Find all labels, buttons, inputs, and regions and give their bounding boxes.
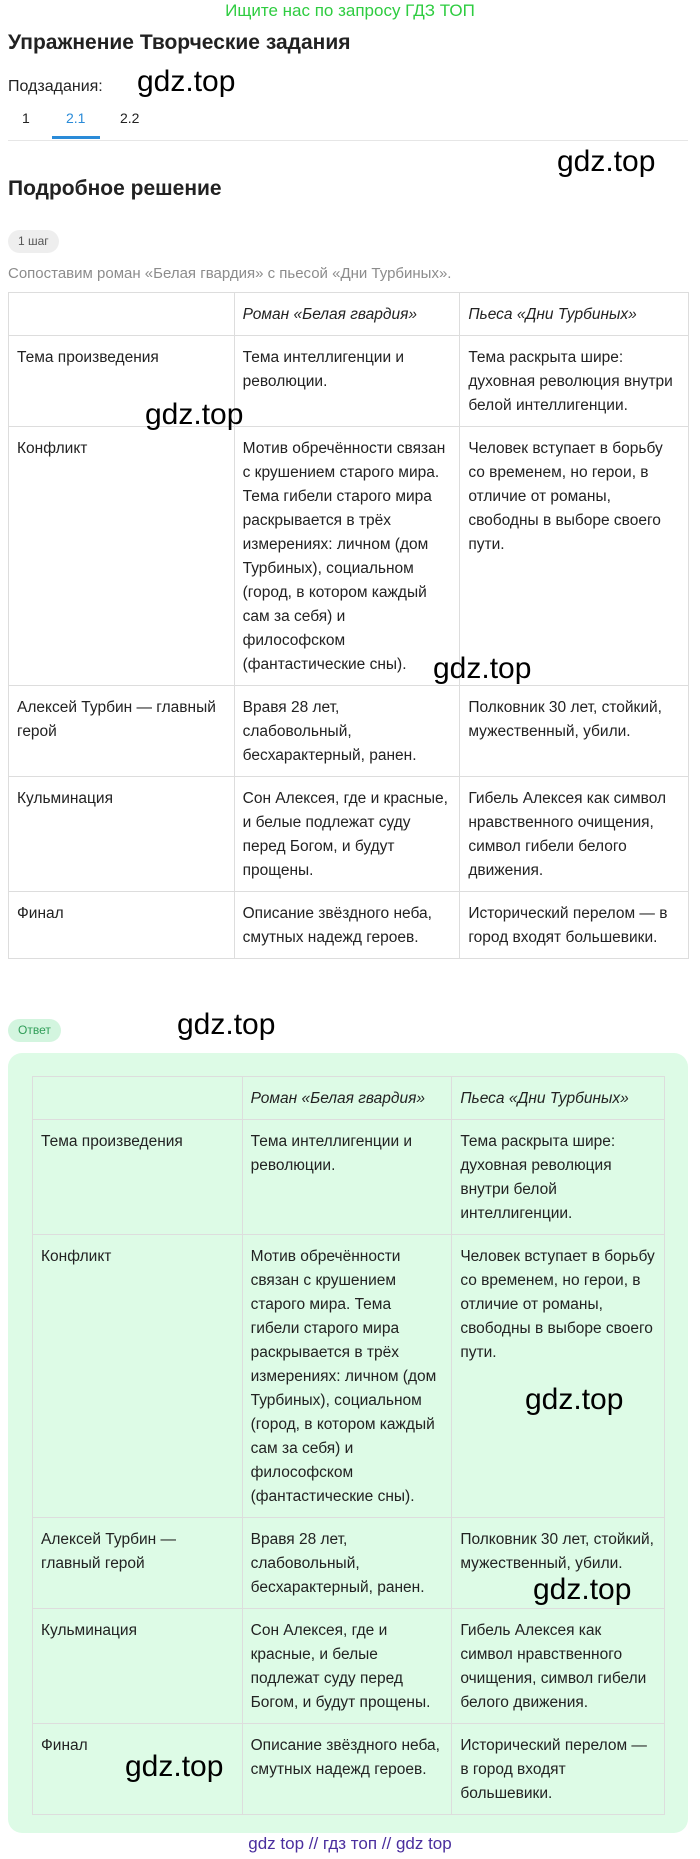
watermark: gdz.top	[125, 1750, 224, 1783]
table-row	[33, 1609, 665, 1724]
table-row	[33, 1120, 665, 1235]
answer-badge: Ответ	[8, 1019, 61, 1042]
table-cell: Вравя 28 лет, слабовольный, бесхарактерный, ранен.	[242, 1518, 452, 1609]
table-cell: Мотив обречённости связан с крушением старого мира. Тема гибели старого мира раскрывается в трёх измерениях: личном (дом Турбиных), социальном (город, в котором каждый сам за себя) и философском (фантастические сны).	[242, 1235, 452, 1518]
watermark: gdz.top	[533, 1573, 632, 1606]
table-cell: Тема раскрыта шире: духовная революция внутри белой интеллигенции.	[452, 1120, 665, 1235]
watermark: gdz.top	[525, 1383, 624, 1416]
header-cell: Роман «Белая гвардия»	[242, 1077, 452, 1120]
row-label: Кульминация	[9, 777, 235, 892]
table-row	[33, 1235, 665, 1518]
row-label: Алексей Турбин — главный герой	[33, 1518, 243, 1609]
table-cell: Человек вступает в борьбу со временем, но герои, в отличие от романы, свободны в выборе своего пути.	[452, 1235, 665, 1518]
table-cell: Сон Алексея, где и красные, и белые подлежат суду перед Богом, и будут прощены.	[234, 777, 460, 892]
row-label: Финал	[33, 1724, 243, 1815]
table-header-row	[9, 293, 689, 336]
table-cell: Гибель Алексея как символ нравственного очищения, символ гибели белого движения.	[460, 777, 689, 892]
tab-1[interactable]: 1	[22, 110, 30, 126]
tab-2-1[interactable]: 2.1	[66, 110, 86, 126]
row-label: Конфликт	[33, 1235, 243, 1518]
table-cell: Полковник 30 лет, стойкий, мужественный, убили.	[452, 1518, 665, 1609]
subtasks-label: Подзадания:	[8, 78, 103, 95]
tabs-divider	[8, 140, 688, 141]
table-cell: Тема интеллигенции и революции.	[242, 1120, 452, 1235]
answer-table	[32, 1076, 665, 1815]
table-row	[9, 336, 689, 427]
header-cell: Пьеса «Дни Турбиных»	[452, 1077, 665, 1120]
header-cell: Пьеса «Дни Турбиных»	[460, 293, 689, 336]
table-cell: Описание звёздного неба, смутных надежд героев.	[242, 1724, 452, 1815]
header-cell	[9, 293, 235, 336]
header-cell: Роман «Белая гвардия»	[234, 293, 460, 336]
row-label: Алексей Турбин — главный герой	[9, 686, 235, 777]
table-cell: Гибель Алексея как символ нравственного очищения, символ гибели белого движения.	[452, 1609, 665, 1724]
table-cell: Мотив обречённости связан с крушением старого мира. Тема гибели старого мира раскрывается в трёх измерениях: личном (дом Турбиных), социальном (город, в котором каждый сам за себя) и философском (фантастические сны).	[234, 427, 460, 686]
header-cell	[33, 1077, 243, 1120]
row-label: Тема произведения	[9, 336, 235, 427]
table-cell: Описание звёздного неба, смутных надежд героев.	[234, 892, 460, 959]
watermark: gdz.top	[433, 652, 532, 685]
table-cell: Вравя 28 лет, слабовольный, бесхарактерный, ранен.	[234, 686, 460, 777]
exercise-title: Упражнение Творческие задания	[8, 31, 351, 54]
row-label: Финал	[9, 892, 235, 959]
solution-title: Подробное решение	[8, 177, 222, 200]
table-row	[9, 427, 689, 686]
table-cell: Сон Алексея, где и красные, и белые подлежат суду перед Богом, и будут прощены.	[242, 1609, 452, 1724]
table-cell: Полковник 30 лет, стойкий, мужественный, убили.	[460, 686, 689, 777]
table-cell: Тема интеллигенции и революции.	[234, 336, 460, 427]
watermark: gdz.top	[557, 145, 656, 178]
table-cell: Исторический перелом — в город входят большевики.	[452, 1724, 665, 1815]
table-row	[9, 777, 689, 892]
table-row	[9, 892, 689, 959]
table-cell: Тема раскрыта шире: духовная революция внутри белой интеллигенции.	[460, 336, 689, 427]
step-badge: 1 шаг	[8, 230, 59, 253]
intro-text: Сопоставим роман «Белая гвардия» с пьесой «Дни Турбиных».	[8, 265, 452, 282]
watermark: gdz.top	[145, 398, 244, 431]
active-tab-indicator	[52, 136, 100, 139]
solution-table	[8, 292, 689, 959]
tab-2-2[interactable]: 2.2	[120, 110, 140, 126]
table-header-row	[33, 1077, 665, 1120]
footer-text: gdz top // гдз топ // gdz top	[248, 1834, 452, 1853]
watermark: gdz.top	[137, 65, 236, 98]
row-label: Кульминация	[33, 1609, 243, 1724]
search-banner: Ищите нас по запросу ГДЗ ТОП	[225, 1, 475, 20]
table-row	[9, 686, 689, 777]
row-label: Конфликт	[9, 427, 235, 686]
table-cell: Исторический перелом — в город входят большевики.	[460, 892, 689, 959]
watermark: gdz.top	[177, 1008, 276, 1041]
row-label: Тема произведения	[33, 1120, 243, 1235]
table-cell: Человек вступает в борьбу со временем, но герои, в отличие от романы, свободны в выборе своего пути.	[460, 427, 689, 686]
